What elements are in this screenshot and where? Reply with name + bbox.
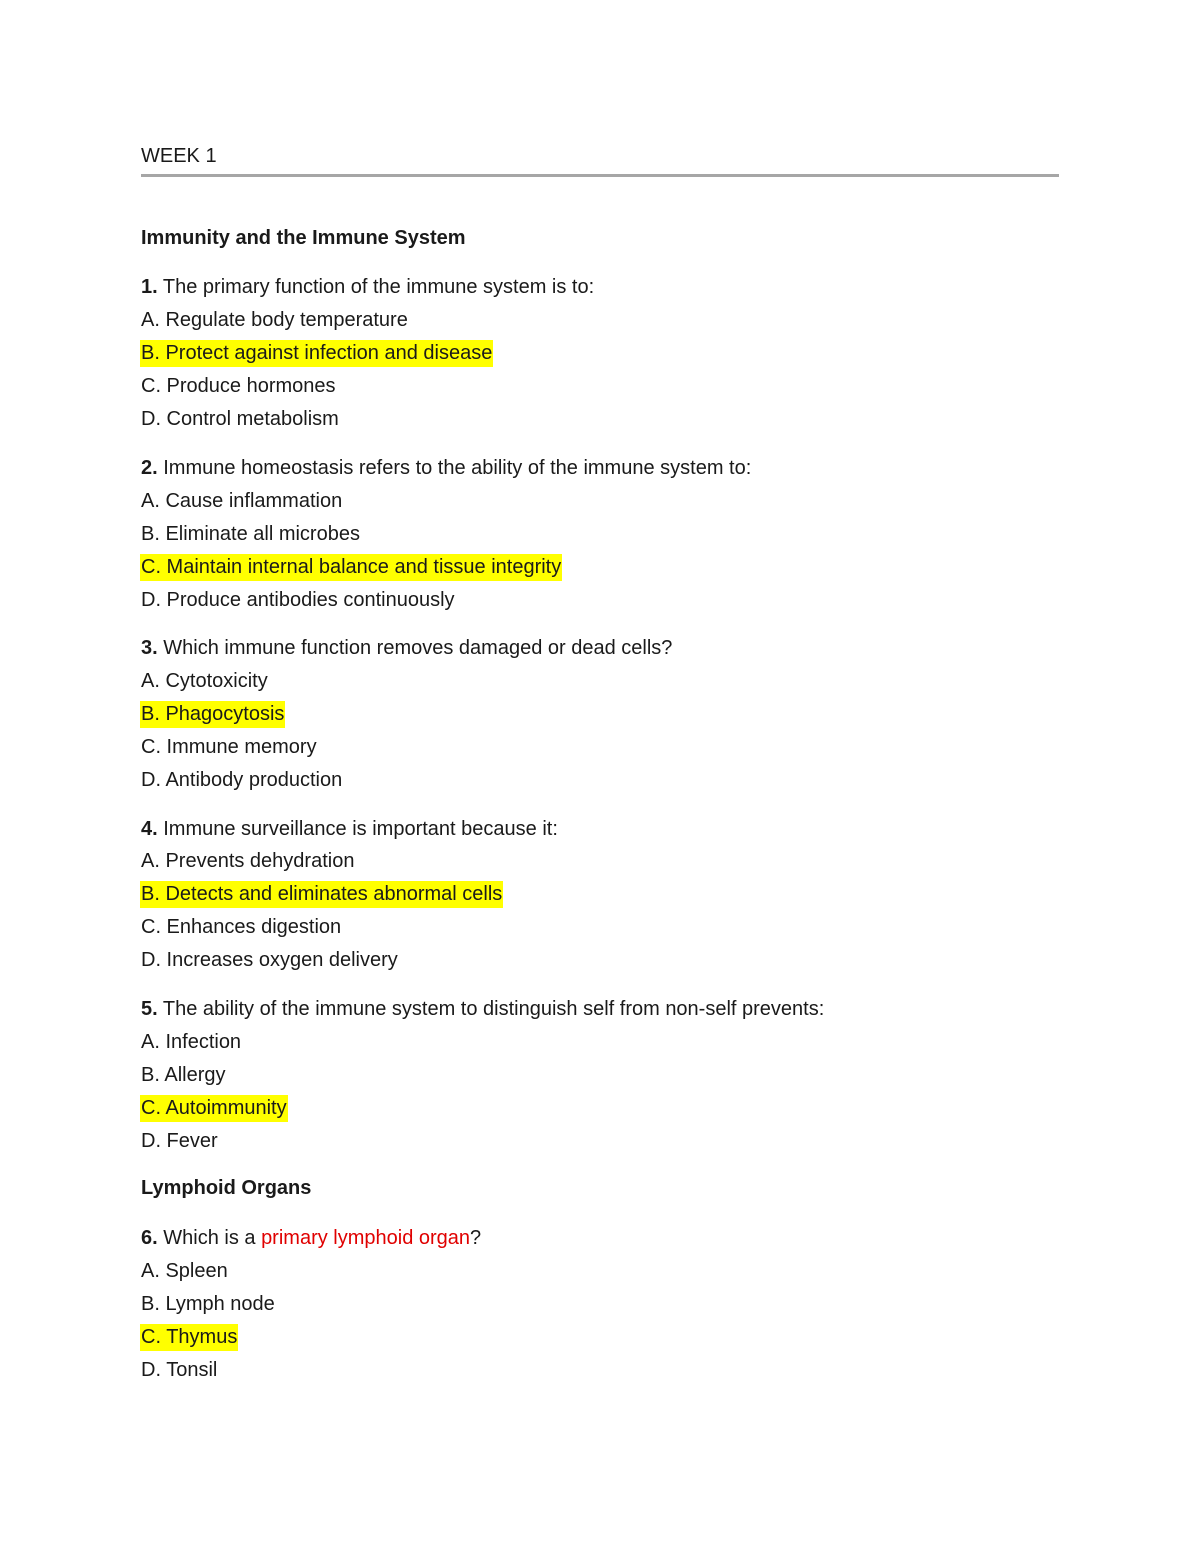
option-1d: D. Control metabolism bbox=[141, 408, 339, 430]
option-6a: A. Spleen bbox=[141, 1260, 228, 1282]
question-6 bbox=[141, 1226, 481, 1250]
answer-highlight: B. Phagocytosis bbox=[140, 701, 285, 728]
option-3a: A. Cytotoxicity bbox=[141, 670, 268, 692]
option-6c-answer bbox=[141, 1325, 238, 1349]
question-text: The primary function of the immune system is to: bbox=[162, 276, 595, 298]
question-text: Immune homeostasis refers to the ability of the immune system to: bbox=[163, 457, 752, 479]
option-4d: D. Increases oxygen delivery bbox=[141, 949, 398, 971]
option-1b-answer bbox=[141, 341, 493, 365]
option-5a: A. Infection bbox=[141, 1031, 242, 1053]
option-1c: C. Produce hormones bbox=[141, 375, 336, 397]
answer-highlight: C. Maintain internal balance and tissue integrity bbox=[140, 554, 562, 581]
title-divider bbox=[141, 174, 1059, 177]
option-6b: B. Lymph node bbox=[141, 1293, 275, 1315]
answer-highlight: C. Autoimmunity bbox=[140, 1095, 288, 1122]
question-number: 1. bbox=[141, 276, 158, 298]
option-4c: C. Enhances digestion bbox=[141, 916, 342, 938]
question-2 bbox=[141, 456, 751, 480]
option-2d: D. Produce antibodies continuously bbox=[141, 589, 455, 611]
option-3d: D. Antibody production bbox=[141, 769, 343, 791]
page-title: WEEK 1 bbox=[141, 145, 217, 167]
question-text-after: ? bbox=[470, 1227, 482, 1249]
question-text: The ability of the immune system to distinguish self from non-self prevents: bbox=[162, 998, 825, 1020]
option-2c-answer bbox=[141, 555, 562, 579]
section-heading: Lymphoid Organs bbox=[141, 1177, 312, 1199]
option-2b: B. Eliminate all microbes bbox=[141, 523, 360, 545]
option-5d: D. Fever bbox=[141, 1130, 218, 1152]
answer-highlight: B. Protect against infection and disease bbox=[140, 340, 493, 367]
question-text-before: Which is a bbox=[163, 1227, 262, 1249]
question-4 bbox=[141, 817, 558, 841]
section-heading: Immunity and the Immune System bbox=[141, 227, 466, 249]
question-number: 3. bbox=[141, 637, 158, 659]
answer-highlight: B. Detects and eliminates abnormal cells bbox=[140, 881, 503, 908]
option-3b-answer bbox=[141, 702, 285, 726]
option-4a: A. Prevents dehydration bbox=[141, 850, 355, 872]
question-text: Immune surveillance is important because it: bbox=[163, 818, 558, 840]
option-5b: B. Allergy bbox=[141, 1064, 226, 1086]
option-3c: C. Immune memory bbox=[141, 736, 317, 758]
document-page bbox=[141, 0, 1059, 1553]
option-1a: A. Regulate body temperature bbox=[141, 309, 408, 331]
option-6d: D. Tonsil bbox=[141, 1359, 218, 1381]
question-number: 4. bbox=[141, 818, 158, 840]
option-4b-answer bbox=[141, 882, 503, 906]
question-5 bbox=[141, 997, 824, 1021]
answer-highlight: C. Thymus bbox=[140, 1324, 238, 1351]
option-5c-answer bbox=[141, 1096, 288, 1120]
question-3 bbox=[141, 636, 672, 660]
option-2a: A. Cause inflammation bbox=[141, 490, 343, 512]
question-number: 5. bbox=[141, 998, 158, 1020]
question-number: 6. bbox=[141, 1227, 158, 1249]
question-number: 2. bbox=[141, 457, 158, 479]
question-emphasis: primary lymphoid organ bbox=[261, 1227, 471, 1249]
question-text: Which immune function removes damaged or dead cells? bbox=[163, 637, 673, 659]
question-1 bbox=[141, 275, 594, 299]
